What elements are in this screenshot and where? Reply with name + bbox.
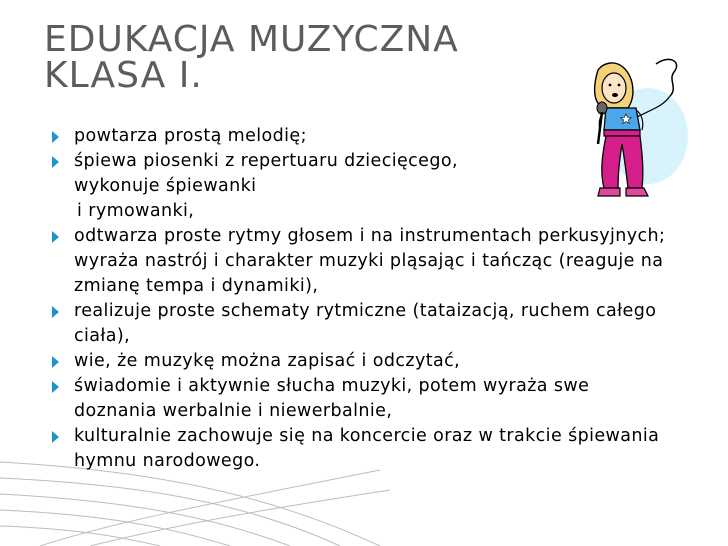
bullet-text: wie, że muzykę można zapisać i odczytać, — [74, 351, 461, 371]
bullet-item — [52, 124, 672, 149]
bullet-item — [52, 374, 672, 424]
bullet-list — [52, 124, 672, 474]
bullet-arrow-icon — [52, 356, 59, 368]
bullet-item — [52, 424, 672, 474]
bullet-item — [52, 149, 672, 199]
bullet-text: powtarza prostą melodię; — [74, 126, 307, 146]
slide-title — [44, 19, 459, 96]
bullet-arrow-icon — [52, 156, 59, 168]
title-line-1: EDUKACJA MUZYCZNA — [44, 19, 459, 60]
bullet-text: kulturalnie zachowuje się na koncercie oraz w trakcie śpiewania hymnu narodowego. — [74, 426, 660, 471]
bullet-text: odtwarza proste rytmy głosem i na instrumentach perkusyjnych; wyraża nastrój i charakter muzyki pląsając i tańcząc (reaguje na zmianę tempa i dynamiki), — [74, 226, 666, 296]
bullet-continuation — [52, 199, 672, 224]
title-line-2: KLASA I. — [44, 55, 203, 96]
bullet-arrow-icon — [52, 306, 59, 318]
bullet-arrow-icon — [52, 131, 59, 143]
bullet-text: i rymowanki, — [77, 201, 195, 221]
bullet-item — [52, 224, 672, 299]
bullet-item — [52, 349, 672, 374]
bullet-arrow-icon — [52, 231, 59, 243]
bullet-text: świadomie i aktywnie słucha muzyki, potem wyraża swe doznania werbalnie i niewerbalnie, — [74, 376, 590, 421]
bullet-arrow-icon — [52, 431, 59, 443]
bullet-arrow-icon — [52, 381, 59, 393]
bullet-text: śpiewa piosenki z repertuaru dziecięcego, wykonuje śpiewanki — [74, 151, 458, 196]
bullet-text: realizuje proste schematy rytmiczne (tataizacją, ruchem całego ciała), — [74, 301, 657, 346]
bullet-item — [52, 299, 672, 349]
